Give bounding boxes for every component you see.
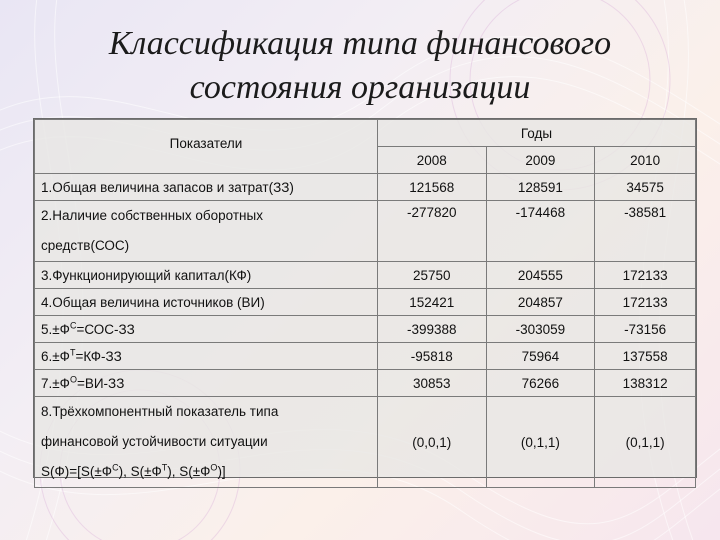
row-label-formula bbox=[41, 457, 371, 487]
cell-value: 25750 bbox=[378, 262, 487, 289]
table-row bbox=[35, 201, 696, 262]
cell-value: (0,1,1) bbox=[595, 397, 696, 488]
label-superscript: Т bbox=[69, 347, 76, 357]
cell-value: -38581 bbox=[595, 201, 696, 262]
cell-value: -174468 bbox=[486, 201, 595, 262]
table-row bbox=[35, 316, 696, 343]
label-word: 2.Наличие bbox=[41, 208, 108, 223]
cell-value: -303059 bbox=[486, 316, 595, 343]
row-label bbox=[35, 316, 378, 343]
cell-value: 137558 bbox=[595, 343, 696, 370]
row-label: 4.Общая величина источников (ВИ) bbox=[35, 289, 378, 316]
formula-superscript: О bbox=[210, 462, 218, 473]
title-line-2: состояния организации bbox=[189, 69, 531, 106]
label-word: оборотных bbox=[195, 208, 263, 223]
cell-value: -399388 bbox=[378, 316, 487, 343]
header-years: Годы bbox=[378, 120, 696, 147]
cell-value: 76266 bbox=[486, 370, 595, 397]
row-label bbox=[35, 370, 378, 397]
label-word: финансовой bbox=[41, 434, 119, 449]
label-part: 5.±Ф bbox=[41, 321, 70, 337]
table-row bbox=[35, 262, 696, 289]
cell-value: 204555 bbox=[486, 262, 595, 289]
header-indicator: Показатели bbox=[35, 120, 378, 174]
label-part: =ВИ-ЗЗ bbox=[76, 375, 125, 391]
cell-value: 34575 bbox=[595, 174, 696, 201]
cell-value: 75964 bbox=[486, 343, 595, 370]
label-part: 6.±Ф bbox=[41, 348, 70, 364]
row-label bbox=[35, 397, 378, 488]
table-row bbox=[35, 343, 696, 370]
row-label bbox=[35, 201, 378, 262]
label-word: ситуации bbox=[210, 434, 268, 449]
cell-value: -73156 bbox=[595, 316, 696, 343]
row-label-line-2 bbox=[41, 427, 371, 457]
cell-value: (0,1,1) bbox=[486, 397, 595, 488]
header-year-2008: 2008 bbox=[378, 147, 487, 174]
label-superscript: С bbox=[69, 320, 77, 330]
cell-value: 128591 bbox=[486, 174, 595, 201]
cell-value: 121568 bbox=[378, 174, 487, 201]
formula-superscript: С bbox=[112, 462, 119, 473]
slide-title bbox=[0, 22, 720, 110]
label-word: собственных bbox=[110, 208, 192, 223]
formula-part: ), S(±Ф bbox=[118, 464, 162, 479]
label-part: 7.±Ф bbox=[41, 375, 70, 391]
row-label: 1.Общая величина запасов и затрат(ЗЗ) bbox=[35, 174, 378, 201]
table-row bbox=[35, 370, 696, 397]
financial-state-table bbox=[33, 118, 697, 478]
row-label-line-1 bbox=[41, 397, 371, 427]
cell-value: 30853 bbox=[378, 370, 487, 397]
row-label-line-1 bbox=[41, 201, 371, 231]
cell-value: 138312 bbox=[595, 370, 696, 397]
formula-part: S(Ф)=[S(±Ф bbox=[41, 464, 113, 479]
row-label-line-2: средств(СОС) bbox=[41, 238, 130, 253]
header-year-2010: 2010 bbox=[595, 147, 696, 174]
label-superscript: О bbox=[69, 374, 77, 384]
formula-part: )] bbox=[217, 464, 226, 479]
cell-value: -95818 bbox=[378, 343, 487, 370]
row-label: 3.Функционирующий капитал(КФ) bbox=[35, 262, 378, 289]
cell-value: -277820 bbox=[378, 201, 487, 262]
cell-value: 172133 bbox=[595, 262, 696, 289]
table-row bbox=[35, 289, 696, 316]
label-word: устойчивости bbox=[122, 434, 207, 449]
label-part: =КФ-ЗЗ bbox=[75, 348, 122, 364]
table-row bbox=[35, 174, 696, 201]
header-year-2009: 2009 bbox=[486, 147, 595, 174]
row-label bbox=[35, 343, 378, 370]
data-table bbox=[34, 119, 696, 488]
cell-value: (0,0,1) bbox=[378, 397, 487, 488]
label-word: 8.Трёхкомпонентный bbox=[41, 404, 173, 419]
header-row bbox=[35, 120, 696, 147]
formula-superscript: Т bbox=[161, 462, 168, 473]
label-word: типа bbox=[249, 404, 279, 419]
cell-value: 172133 bbox=[595, 289, 696, 316]
table-row bbox=[35, 397, 696, 488]
cell-value: 152421 bbox=[378, 289, 487, 316]
label-part: =СОС-ЗЗ bbox=[76, 321, 135, 337]
formula-part: ), S(±Ф bbox=[167, 464, 211, 479]
cell-value: 204857 bbox=[486, 289, 595, 316]
label-word: показатель bbox=[176, 404, 247, 419]
title-line-1: Классификация типа финансового bbox=[108, 25, 612, 62]
